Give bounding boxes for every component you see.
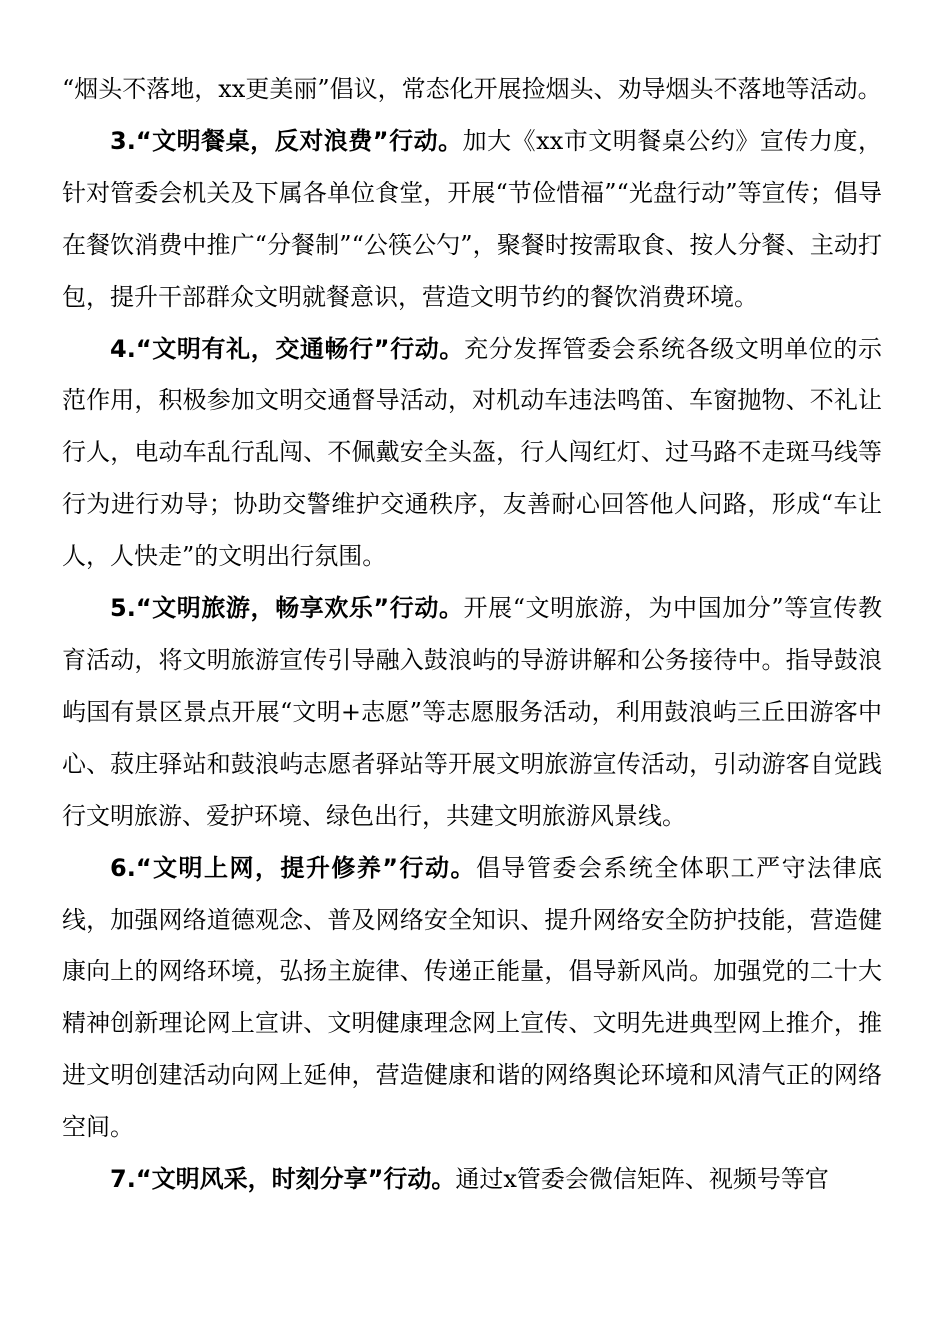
- paragraph-heading: 4.“文明有礼，交通畅行”行动。: [110, 334, 465, 363]
- paragraph-item-4: [62, 324, 882, 584]
- paragraph-heading: 5.“文明旅游，畅享欢乐”行动。: [110, 594, 464, 623]
- paragraph-body: 充分发挥管委会系统各级文明单位的示范作用，积极参加文明交通督导活动，对机动车违法鸣笛、车窗抛物、不礼让行人，电动车乱行乱闯、不佩戴安全头盔，行人闯红灯、过马路不走斑马线等行为进行劝导；协助交警维护交通秩序，友善耐心回答他人问路，形成“车让人，人快走”的文明出行氛围。: [62, 334, 882, 571]
- paragraph-item-6: [62, 843, 882, 1154]
- paragraph-body: 倡导管委会系统全体职工严守法律底线，加强网络道德观念、普及网络安全知识、提升网络安全防护技能，营造健康向上的网络环境，弘扬主旋律、传递正能量，倡导新风尚。加强党的二十大精神创新理论网上宣讲、文明健康理念网上宣传、文明先进典型网上推介，推进文明创建活动向网上延伸，营造健康和谐的网络舆论环境和风清气正的网络空间。: [62, 853, 882, 1142]
- paragraph-body: 通过x管委会微信矩阵、视频号等官: [455, 1165, 829, 1194]
- paragraph-item-3: [62, 116, 882, 324]
- paragraph-item-7: [62, 1154, 882, 1206]
- document-body: [62, 64, 882, 1206]
- paragraph-heading: 6.“文明上网，提升修养”行动。: [110, 853, 476, 882]
- paragraph-continuation: [62, 64, 882, 116]
- paragraph-item-5: [62, 583, 882, 843]
- paragraph-body: 开展“文明旅游，为中国加分”等宣传教育活动，将文明旅游宣传引导融入鼓浪屿的导游讲解和公务接待中。指导鼓浪屿国有景区景点开展“文明+志愿”等志愿服务活动，利用鼓浪屿三丘田游客中心、菽庄驿站和鼓浪屿志愿者驿站等开展文明旅游宣传活动，引动游客自觉践行文明旅游、爱护环境、绿色出行，共建文明旅游风景线。: [62, 594, 882, 830]
- paragraph-heading: 7.“文明风采，时刻分享”行动。: [110, 1165, 456, 1194]
- paragraph-heading: 3.“文明餐桌，反对浪费”行动。: [110, 126, 463, 155]
- paragraph-body: “烟头不落地，xx更美丽”倡议，常态化开展捡烟头、劝导烟头不落地等活动。: [62, 75, 882, 103]
- paragraph-body: 加大《xx市文明餐桌公约》宣传力度，针对管委会机关及下属各单位食堂，开展“节俭惜福”“光盘行动”等宣传；倡导在餐饮消费中推广“分餐制”“公筷公勺”，聚餐时按需取食、按人分餐、主动打包，提升干部群众文明就餐意识，营造文明节约的餐饮消费环境。: [62, 126, 882, 311]
